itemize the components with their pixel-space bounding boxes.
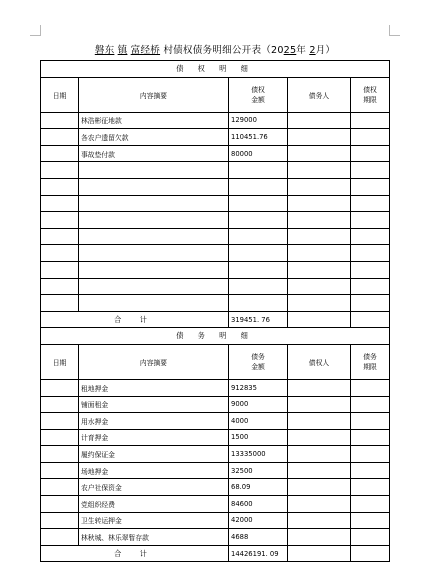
credit-term-cell <box>351 129 390 146</box>
credit-header-date: 日期 <box>41 77 79 112</box>
debt-summary-cell: 卫生转运押金 <box>79 512 229 529</box>
debt-summary-cell: 租地押金 <box>79 379 229 396</box>
credit-row <box>41 145 390 162</box>
credit-term-cell <box>351 145 390 162</box>
town-suffix: 镇 <box>117 45 128 56</box>
debt-row <box>41 446 390 463</box>
credit-summary-cell: 各农户遗留欠款 <box>79 129 229 146</box>
empty-cell <box>41 228 79 245</box>
debt-party-cell <box>288 479 351 496</box>
debt-header-term-line2: 期限 <box>363 362 377 371</box>
empty-cell <box>79 228 229 245</box>
debt-header-summary: 内容摘要 <box>79 344 229 379</box>
empty-cell <box>229 212 288 229</box>
empty-cell <box>79 261 229 278</box>
debt-party-cell <box>288 512 351 529</box>
credit-row-empty <box>41 278 390 295</box>
debt-amount-cell: 13335000 <box>229 446 288 463</box>
debt-term-cell <box>351 413 390 430</box>
credit-row-empty <box>41 178 390 195</box>
debt-row <box>41 396 390 413</box>
debt-party-cell <box>288 413 351 430</box>
debt-row <box>41 462 390 479</box>
empty-cell <box>351 195 390 212</box>
credit-term-cell <box>351 112 390 129</box>
credit-total-value: 319451. 76 <box>229 311 288 328</box>
debt-summary-cell: 农户社保资金 <box>79 479 229 496</box>
debt-party-cell <box>288 462 351 479</box>
empty-cell <box>41 245 79 262</box>
title-year: 25 <box>283 45 297 56</box>
empty-cell <box>351 545 390 562</box>
empty-cell <box>79 245 229 262</box>
debt-amount-cell: 68.09 <box>229 479 288 496</box>
debt-party-cell <box>288 429 351 446</box>
credit-row <box>41 112 390 129</box>
title-year-label: 年 <box>296 45 307 56</box>
debt-header-amount <box>229 344 288 379</box>
empty-cell <box>79 278 229 295</box>
debt-section-title: 债 务 明 细 <box>41 328 390 345</box>
debt-amount-cell: 1500 <box>229 429 288 446</box>
debt-party-cell <box>288 446 351 463</box>
debt-date-cell <box>41 479 79 496</box>
credit-header-summary: 内容摘要 <box>79 77 229 112</box>
debt-row <box>41 413 390 430</box>
empty-cell <box>79 295 229 312</box>
empty-cell <box>351 228 390 245</box>
debt-header-party: 债权人 <box>288 344 351 379</box>
debt-summary-cell: 用水押金 <box>79 413 229 430</box>
empty-cell <box>351 212 390 229</box>
credit-row <box>41 129 390 146</box>
debt-header-term-line1: 债务 <box>363 352 377 361</box>
credit-total-label: 合 计 <box>41 311 229 328</box>
debt-term-cell <box>351 379 390 396</box>
credit-section-title: 债 权 明 细 <box>41 61 390 78</box>
credit-row-empty <box>41 261 390 278</box>
credit-section-row <box>41 61 390 78</box>
debt-row <box>41 496 390 513</box>
document-title <box>40 42 390 56</box>
empty-cell <box>351 295 390 312</box>
credit-date-cell <box>41 145 79 162</box>
credit-party-cell <box>288 112 351 129</box>
debt-header-date: 日期 <box>41 344 79 379</box>
debt-term-cell <box>351 462 390 479</box>
empty-cell <box>351 245 390 262</box>
debt-party-cell <box>288 396 351 413</box>
margin-corner-left <box>30 25 41 36</box>
credit-header-amount-line2: 金额 <box>251 95 265 104</box>
title-suffix: 村债权债务明细公开表（20 <box>163 45 284 56</box>
debt-summary-cell: 计育押金 <box>79 429 229 446</box>
debt-amount-cell: 32500 <box>229 462 288 479</box>
empty-cell <box>41 178 79 195</box>
empty-cell <box>288 278 351 295</box>
credit-party-cell <box>288 129 351 146</box>
credit-date-cell <box>41 112 79 129</box>
debt-term-cell <box>351 429 390 446</box>
empty-cell <box>41 278 79 295</box>
debt-row <box>41 379 390 396</box>
credit-row-empty <box>41 295 390 312</box>
credit-row-empty <box>41 195 390 212</box>
debt-total-row <box>41 545 390 562</box>
debt-term-cell <box>351 479 390 496</box>
debt-amount-cell: 84600 <box>229 496 288 513</box>
debt-date-cell <box>41 379 79 396</box>
empty-cell <box>288 545 351 562</box>
credit-row-empty <box>41 162 390 179</box>
debt-header-amount-line2: 金额 <box>251 362 265 371</box>
debt-row <box>41 429 390 446</box>
debt-amount-cell: 4688 <box>229 529 288 546</box>
empty-cell <box>288 311 351 328</box>
margin-corner-right <box>389 25 400 36</box>
credit-header-row <box>41 77 390 112</box>
ledger-body <box>41 61 390 562</box>
empty-cell <box>41 261 79 278</box>
debt-header-row <box>41 344 390 379</box>
empty-cell <box>229 278 288 295</box>
debt-date-cell <box>41 529 79 546</box>
town-name: 磐东 <box>94 45 115 56</box>
credit-summary-cell: 事故垫付款 <box>79 145 229 162</box>
debt-row <box>41 479 390 496</box>
empty-cell <box>229 178 288 195</box>
debt-date-cell <box>41 446 79 463</box>
debt-term-cell <box>351 512 390 529</box>
empty-cell <box>351 162 390 179</box>
empty-cell <box>79 178 229 195</box>
empty-cell <box>351 178 390 195</box>
empty-cell <box>288 162 351 179</box>
debt-summary-cell: 场地押金 <box>79 462 229 479</box>
debt-term-cell <box>351 529 390 546</box>
empty-cell <box>288 228 351 245</box>
empty-cell <box>288 261 351 278</box>
debt-date-cell <box>41 462 79 479</box>
credit-row-empty <box>41 245 390 262</box>
credit-row-empty <box>41 212 390 229</box>
credit-amount-cell: 110451.76 <box>229 129 288 146</box>
debt-party-cell <box>288 529 351 546</box>
debt-term-cell <box>351 446 390 463</box>
debt-party-cell <box>288 496 351 513</box>
debt-date-cell <box>41 496 79 513</box>
debt-header-term <box>351 344 390 379</box>
debt-amount-cell: 912835 <box>229 379 288 396</box>
empty-cell <box>229 228 288 245</box>
debt-party-cell <box>288 379 351 396</box>
empty-cell <box>41 195 79 212</box>
debt-total-value: 14426191. 09 <box>229 545 288 562</box>
credit-header-amount <box>229 77 288 112</box>
debt-term-cell <box>351 396 390 413</box>
debt-total-label: 合 计 <box>41 545 229 562</box>
empty-cell <box>41 212 79 229</box>
credit-row-empty <box>41 228 390 245</box>
credit-amount-cell: 80000 <box>229 145 288 162</box>
debt-date-cell <box>41 429 79 446</box>
empty-cell <box>288 195 351 212</box>
credit-header-term-line2: 期限 <box>363 95 377 104</box>
debt-date-cell <box>41 396 79 413</box>
debt-row <box>41 529 390 546</box>
title-month: 2 <box>309 45 316 56</box>
empty-cell <box>229 195 288 212</box>
debt-summary-cell: 林秋城、林乐翠暂存款 <box>79 529 229 546</box>
empty-cell <box>229 162 288 179</box>
title-month-label: 月） <box>315 45 336 56</box>
empty-cell <box>229 245 288 262</box>
credit-total-row <box>41 311 390 328</box>
credit-header-party: 债务人 <box>288 77 351 112</box>
credit-header-term-line1: 债权 <box>363 85 377 94</box>
empty-cell <box>229 261 288 278</box>
debt-summary-cell: 履约保证金 <box>79 446 229 463</box>
credit-date-cell <box>41 129 79 146</box>
debt-amount-cell: 9000 <box>229 396 288 413</box>
credit-header-amount-line1: 债权 <box>251 85 265 94</box>
empty-cell <box>351 311 390 328</box>
credit-header-term <box>351 77 390 112</box>
credit-amount-cell: 129000 <box>229 112 288 129</box>
credit-summary-cell: 林浩彬征地款 <box>79 112 229 129</box>
empty-cell <box>41 295 79 312</box>
debt-summary-cell: 铺面租金 <box>79 396 229 413</box>
debt-row <box>41 512 390 529</box>
debt-amount-cell: 4000 <box>229 413 288 430</box>
debt-date-cell <box>41 512 79 529</box>
debt-term-cell <box>351 496 390 513</box>
empty-cell <box>79 162 229 179</box>
debt-summary-cell: 党组织经费 <box>79 496 229 513</box>
empty-cell <box>288 245 351 262</box>
debt-section-row <box>41 328 390 345</box>
ledger-table <box>40 60 390 562</box>
empty-cell <box>41 162 79 179</box>
empty-cell <box>79 195 229 212</box>
debt-date-cell <box>41 413 79 430</box>
empty-cell <box>229 295 288 312</box>
empty-cell <box>79 212 229 229</box>
empty-cell <box>288 295 351 312</box>
debt-amount-cell: 42000 <box>229 512 288 529</box>
village-name: 富经桥 <box>130 45 161 56</box>
empty-cell <box>351 261 390 278</box>
credit-party-cell <box>288 145 351 162</box>
debt-header-amount-line1: 债务 <box>251 352 265 361</box>
empty-cell <box>288 212 351 229</box>
empty-cell <box>351 278 390 295</box>
empty-cell <box>288 178 351 195</box>
